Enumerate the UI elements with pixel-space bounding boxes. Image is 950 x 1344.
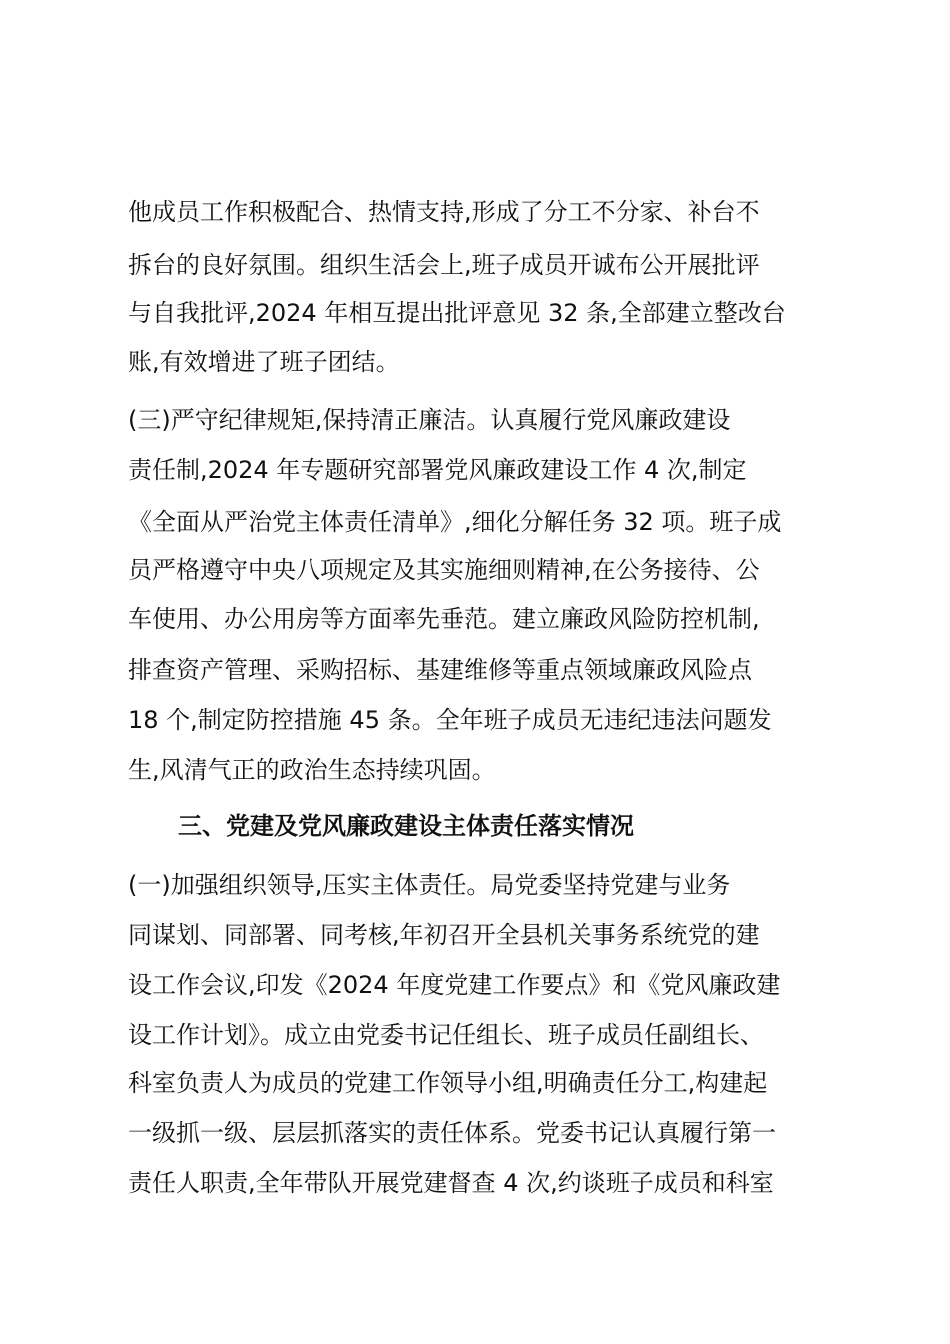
paragraph-line: 员严格遵守中央八项规定及其实施细则精神,在公务接待、公	[128, 556, 760, 584]
section-heading: 三、党建及党风廉政建设主体责任落实情况	[178, 812, 634, 840]
paragraph-line: (三)严守纪律规矩,保持清正廉洁。认真履行党风廉政建设	[128, 406, 731, 434]
paragraph-line: 责任人职责,全年带队开展党建督查 4 次,约谈班子成员和科室	[128, 1169, 774, 1197]
paragraph-line: 账,有效增进了班子团结。	[128, 348, 400, 376]
paragraph-line: 他成员工作积极配合、热情支持,形成了分工不分家、补台不	[128, 198, 760, 226]
paragraph-line: (一)加强组织领导,压实主体责任。局党委坚持党建与业务	[128, 871, 731, 899]
paragraph-line: 排查资产管理、采购招标、基建维修等重点领域廉政风险点	[128, 656, 752, 684]
paragraph-line: 一级抓一级、层层抓落实的责任体系。党委书记认真履行第一	[128, 1119, 776, 1147]
paragraph-line: 同谋划、同部署、同考核,年初召开全县机关事务系统党的建	[128, 921, 760, 949]
paragraph-line: 与自我批评,2024 年相互提出批评意见 32 条,全部建立整改台	[128, 299, 786, 327]
paragraph-line: 《全面从严治党主体责任清单》,细化分解任务 32 项。班子成	[128, 508, 782, 536]
paragraph-line: 科室负责人为成员的党建工作领导小组,明确责任分工,构建起	[128, 1069, 768, 1097]
paragraph-line: 车使用、办公用房等方面率先垂范。建立廉政风险防控机制,	[128, 605, 760, 633]
paragraph-line: 18 个,制定防控措施 45 条。全年班子成员无违纪违法问题发	[128, 706, 772, 734]
paragraph-line: 拆台的良好氛围。组织生活会上,班子成员开诚布公开展批评	[128, 251, 760, 279]
paragraph-line: 设工作计划》。成立由党委书记任组长、班子成员任副组长、	[128, 1021, 764, 1049]
paragraph-line: 生,风清气正的政治生态持续巩固。	[128, 756, 496, 784]
paragraph-line: 设工作会议,印发《2024 年度党建工作要点》和《党风廉政建	[128, 971, 781, 999]
paragraph-line: 责任制,2024 年专题研究部署党风廉政建设工作 4 次,制定	[128, 456, 747, 484]
